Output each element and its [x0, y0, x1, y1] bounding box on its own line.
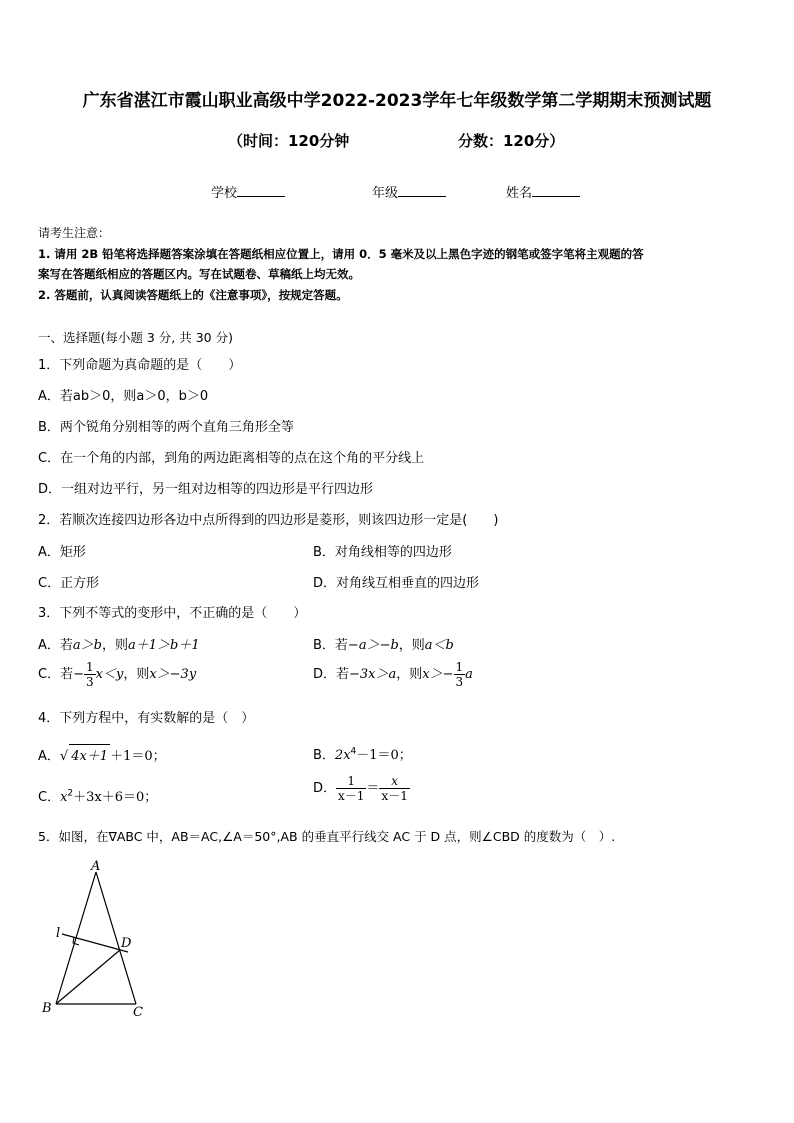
q5-stem: 5．如图，在∇ABC 中，AB＝AC,∠A＝50°,AB 的垂直平行线交 AC 于 D 点，则∠CBD 的度数为（ ）. — [38, 829, 616, 844]
school-blank[interactable] — [237, 184, 285, 197]
q4-c-post: ＋3x＋6＝0； — [73, 790, 158, 805]
sqrt-icon: √ — [59, 749, 69, 764]
q4-d-fraction-1 — [336, 774, 366, 803]
school-label: 学校 — [211, 186, 238, 201]
q3-d-num: 1 — [455, 660, 464, 674]
notice-line-2: 2. 答题前，认真阅读答题纸上的《注意事项》，按规定答题。 — [38, 288, 348, 302]
q4-d-den1: x－1 — [338, 789, 365, 803]
q4-a-post: ＋1＝0； — [110, 749, 166, 764]
q2-option-c[interactable]: C．正方形 — [38, 576, 100, 591]
q3-a-mid: ，则 — [101, 638, 128, 653]
notice-heading: 请考生注意： — [38, 226, 111, 240]
q3-b-math1: −a＞−b — [347, 638, 399, 653]
label-d: D — [121, 936, 132, 951]
name-blank[interactable] — [532, 184, 580, 197]
q3-d-math2: x＞− — [422, 667, 454, 682]
triangle-figure — [36, 858, 156, 1020]
q4-b-post: －1＝0； — [356, 748, 412, 763]
q3-d-math3: a — [465, 667, 473, 682]
q3-d-fraction — [454, 660, 466, 689]
q3-option-c[interactable] — [38, 660, 196, 689]
q3-c-prefix: C．若− — [38, 667, 84, 682]
q4-b-math1: 2x — [334, 748, 351, 763]
q4-c-exp: 2 — [67, 788, 74, 799]
q4-option-b[interactable] — [313, 744, 412, 763]
q4-stem: 4．下列方程中，有实数解的是（ ） — [38, 711, 255, 726]
q3-d-math1: −3x＞a — [349, 667, 397, 682]
q3-b-math2: a＜b — [424, 638, 454, 653]
q3-stem: 3．下列不等式的变形中，不正确的是（ ） — [38, 606, 307, 621]
q3-c-math1: x＜y — [95, 667, 124, 682]
q1-stem: 1．下列命题为真命题的是（ ） — [38, 358, 242, 373]
q4-a-prefix: A． — [38, 749, 60, 764]
q4-option-a[interactable] — [38, 744, 166, 764]
name-field — [506, 182, 580, 201]
q3-c-math2: x＞−3y — [149, 667, 197, 682]
q4-d-fraction-2 — [379, 774, 409, 803]
q4-c-prefix: C． — [38, 790, 61, 805]
q4-d-num2: x — [379, 774, 409, 789]
q3-a-math2: a＋1＞b＋1 — [128, 638, 200, 653]
q3-d-prefix: D．若 — [313, 667, 350, 682]
name-label: 姓名 — [506, 186, 533, 201]
grade-field — [372, 182, 446, 201]
q4-d-equals: ＝ — [366, 781, 380, 796]
q4-d-num1: 1 — [336, 774, 366, 789]
label-c: C — [133, 1005, 143, 1020]
q2-option-b[interactable]: B．对角线相等的四边形 — [313, 545, 452, 560]
q4-b-exp: 4 — [350, 746, 357, 757]
q3-option-d[interactable] — [313, 660, 473, 689]
q1-option-a[interactable]: A．若ab＞0，则a＞0，b＞0 — [38, 389, 209, 404]
notice-line-1a: 1. 请用 2B 铅笔将选择题答案涂填在答题纸相应位置上，请用 0．5 毫米及以上黑色字迹的钢笔或签字笔将主观题的答 — [38, 247, 644, 261]
school-field — [211, 182, 285, 201]
label-b: B — [42, 1001, 52, 1016]
q3-c-mid: ，则 — [123, 667, 150, 682]
q3-a-prefix: A．若 — [38, 638, 73, 653]
q2-stem: 2．若顺次连接四边形各边中点所得到的四边形是菱形，则该四边形一定是( ) — [38, 513, 499, 528]
q1-option-c[interactable]: C．在一个角的内部，到角的两边距离相等的点在这个角的平分线上 — [38, 451, 425, 466]
grade-blank[interactable] — [398, 184, 446, 197]
q3-b-mid: ，则 — [398, 638, 425, 653]
exam-time: （时间：120分钟 — [228, 132, 350, 150]
grade-label: 年级 — [372, 186, 399, 201]
q3-b-prefix: B．若 — [313, 638, 348, 653]
q2-option-d[interactable]: D．对角线互相垂直的四边形 — [313, 576, 480, 591]
q4-option-c[interactable] — [38, 786, 157, 805]
q4-option-d[interactable] — [313, 774, 410, 803]
q3-c-den: 3 — [85, 675, 94, 689]
q3-c-fraction — [84, 660, 96, 689]
q3-d-mid: ，则 — [396, 667, 423, 682]
q4-b-prefix: B． — [313, 748, 335, 763]
q4-d-den2: x－1 — [381, 789, 408, 803]
q3-c-num: 1 — [85, 660, 94, 674]
q2-option-a[interactable]: A．矩形 — [38, 545, 86, 560]
q3-d-den: 3 — [455, 675, 464, 689]
section-heading: 一、选择题(每小题 3 分, 共 30 分) — [38, 330, 233, 345]
q1-option-b[interactable]: B．两个锐角分别相等的两个直角三角形全等 — [38, 420, 294, 435]
exam-score: 分数：120分） — [458, 132, 565, 150]
q3-option-a[interactable] — [38, 634, 200, 653]
notice-line-1b: 案写在答题纸相应的答题区内。写在试题卷、草稿纸上均无效。 — [38, 267, 360, 281]
label-l: l — [56, 926, 61, 941]
q4-d-prefix: D． — [313, 781, 337, 796]
label-a: A — [91, 859, 101, 874]
q1-option-d[interactable]: D．一组对边平行，另一组对边相等的四边形是平行四边形 — [38, 482, 374, 497]
q3-option-b[interactable] — [313, 634, 454, 653]
segment-bd — [56, 950, 120, 1004]
q4-a-radicand: 4x＋1 — [69, 744, 110, 764]
q3-a-math1: a＞b — [72, 638, 102, 653]
q4-c-math1: x — [60, 790, 68, 805]
exam-title: 广东省湛江市霞山职业高级中学2022-2023学年七年级数学第二学期期末预测试题 — [82, 91, 712, 111]
